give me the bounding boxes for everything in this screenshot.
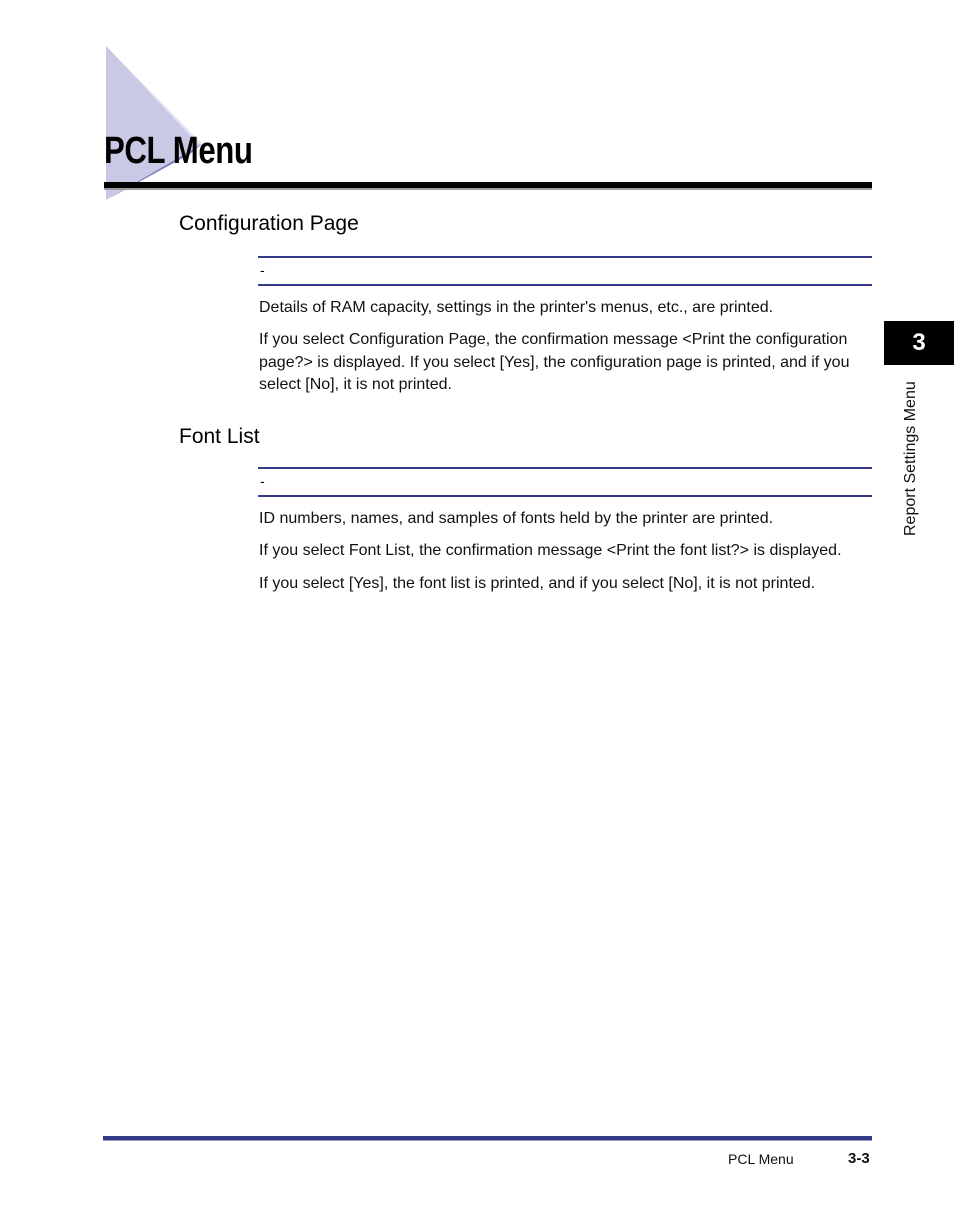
paragraph-confirmation: If you select Font List, the confirmation message <Print the font list?> is displayed. — [259, 542, 842, 559]
footer-section-title: PCL Menu — [728, 1151, 794, 1167]
table-rule-top — [258, 467, 872, 469]
section-heading-font-list: Font List — [179, 425, 260, 448]
section-heading-configuration-page: Configuration Page — [179, 212, 359, 235]
page-number: 3-3 — [848, 1150, 870, 1167]
corner-triangle-graphic — [104, 44, 216, 202]
footer-rule-shadow — [103, 1140, 872, 1141]
table-rule-bottom — [258, 284, 872, 286]
settings-table-font-list — [258, 467, 872, 497]
page-title: PCL Menu — [104, 130, 253, 172]
paragraph-description: ID numbers, names, and samples of fonts held by the printer are printed. — [259, 510, 774, 527]
title-rule-shadow — [104, 188, 872, 190]
table-value: - — [260, 262, 265, 278]
paragraph-confirmation: If you select Configuration Page, the confirmation message <Print the configuration page?> is displayed. If you select [Yes], the configuration page is printed, and if you select [No], it is not printed. — [259, 331, 850, 393]
table-value: - — [260, 473, 265, 489]
table-rule-bottom — [258, 495, 872, 497]
paragraph-result: If you select [Yes], the font list is printed, and if you select [No], it is not printed. — [259, 575, 816, 592]
chapter-name-vertical: Report Settings Menu — [902, 381, 919, 536]
settings-table-configuration-page — [258, 256, 872, 286]
paragraph-description: Details of RAM capacity, settings in the printer's menus, etc., are printed. — [259, 299, 774, 316]
chapter-number: 3 — [912, 329, 926, 356]
chapter-tab[interactable] — [884, 321, 954, 365]
table-rule-top — [258, 256, 872, 258]
